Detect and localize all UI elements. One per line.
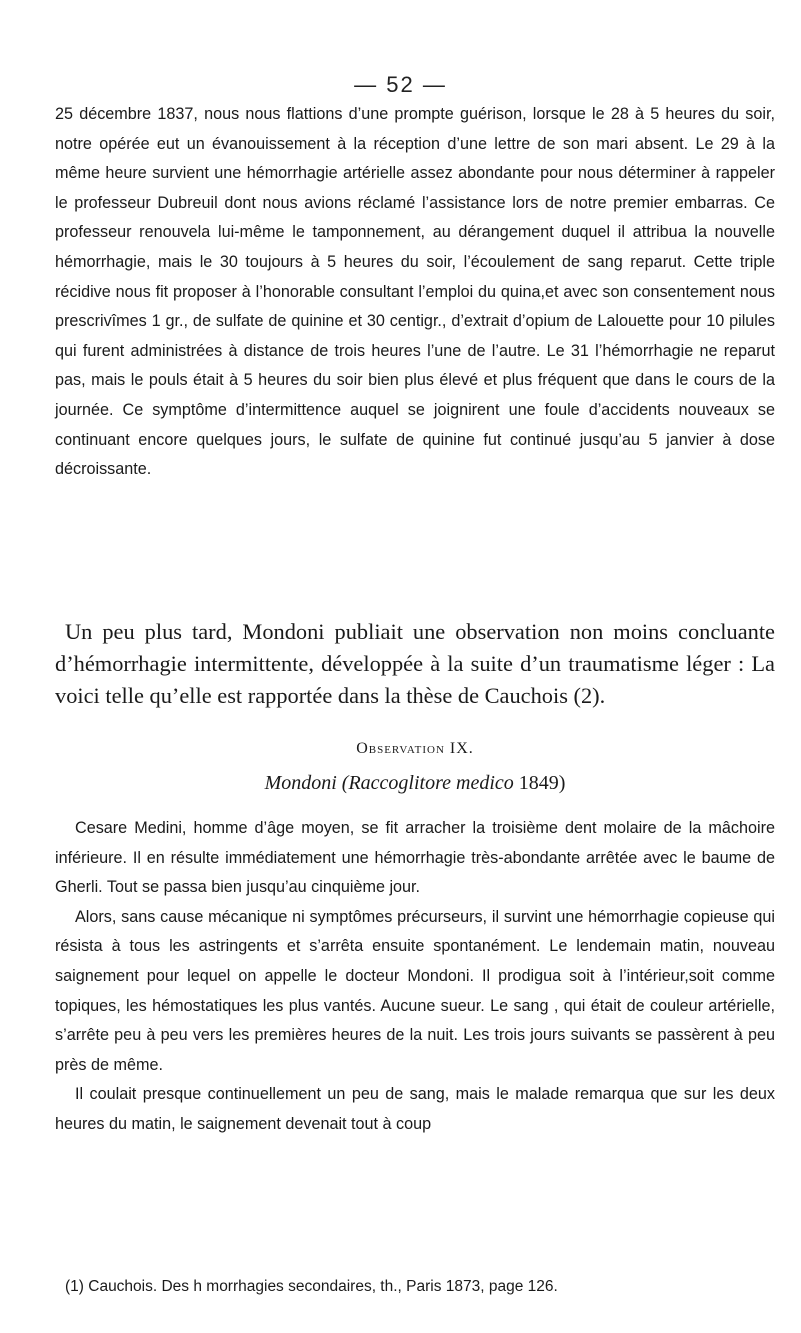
body-text-large xyxy=(55,616,775,712)
footnote-block xyxy=(55,1276,775,1298)
source-heading-block xyxy=(55,772,775,795)
source-journal: (Raccoglitore medico xyxy=(341,772,514,794)
paragraph-intro-observation: Un peu plus tard, Mondoni publiait une observation non moins concluante d’hémorrhagie intermittente, développée à la suite d’un traumatisme léger : La voici telle qu’elle est rapportée dans la thèse de Cauchois (2). xyxy=(55,619,775,708)
source-heading xyxy=(55,772,775,795)
paragraph-case-start: Cesare Medini, homme d’âge moyen, se fit arracher la troisième dent molaire de la mâchoire inférieure. Il en résulte immédiatement une hémorrhagie très-abondante arrêtée avec le baume de Gherli. Tout se passa bien jusqu’au cinquième jour. xyxy=(55,819,775,897)
observation-heading: Observation IX. xyxy=(356,740,474,757)
paragraph-continuation: 25 décembre 1837, nous nous flattions d’une prompte guérison, lorsque le 28 à 5 heures du soir, notre opérée eut un évanouissement à la réception d’une lettre de son mari absent. Le 29 à la même heure survient une hémorrhagie artérielle assez abondante pour nous déterminer à rappeler le professeur Dubreuil dont nous avions réclamé l’assistance lors de notre premier embarras. Ce professeur renouvela lui-même le tamponnement, au dérangement duquel il attribua la nouvelle hémorrhagie, mais le 30 toujours à 5 heures du soir, l’écoulement de sang reparut. Cette triple récidive nous fit proposer à l’honorable consultant l’emploi du quina,et avec son consentement nous prescrivîmes 1 gr., de sulfate de quinine et 30 centigr., d’extrait d’opium de Lalouette pour 10 pilules qui furent administrées à distance de trois heures l’une de l’autre. Le 31 l’hémorrhagie ne reparut pas, mais le pouls était à 5 heures du soir bien plus élevé et plus fréquent que dans le cours de la journée. Ce symptôme d’intermittence auquel se joignirent une foule d’accidents nouveaux se continuant encore quelques jours, le sulfate de quinine fut continué jusqu’au 5 janvier à dose décroissante. xyxy=(55,105,775,479)
source-year: 1849) xyxy=(513,772,566,794)
observation-body xyxy=(55,814,775,1140)
page-number: — 52 — xyxy=(354,72,447,97)
body-text-top xyxy=(55,100,775,485)
paragraph-case-continuation: Il coulait presque continuellement un peu de sang, mais le malade remarqua que sur les deux heures du matin, le saignement devenait tout à coup xyxy=(55,1085,775,1133)
footnote: (1) Cauchois. Des h morrhagies secondaires, th., Paris 1873, page 126. xyxy=(65,1278,558,1295)
observation-heading-block xyxy=(55,740,775,758)
paragraph-case-recurrence: Alors, sans cause mécanique ni symptômes précurseurs, il survint une hémorrhagie copieuse qui résista à tous les astringents et s’arrêta ensuite spontanément. Le lendemain matin, nouveau saignement pour lequel on appelle le docteur Mondoni. Il prodigua soit à l’intérieur,soit comme topiques, les hémostatiques les plus vantés. Aucune sueur. Le sang , qui était de couleur artérielle, s’arrête peu à peu vers les premières heures de la nuit. Les trois jours suivants se passèrent à peu près de même. xyxy=(55,907,775,1074)
source-author: Mondoni xyxy=(264,772,337,794)
